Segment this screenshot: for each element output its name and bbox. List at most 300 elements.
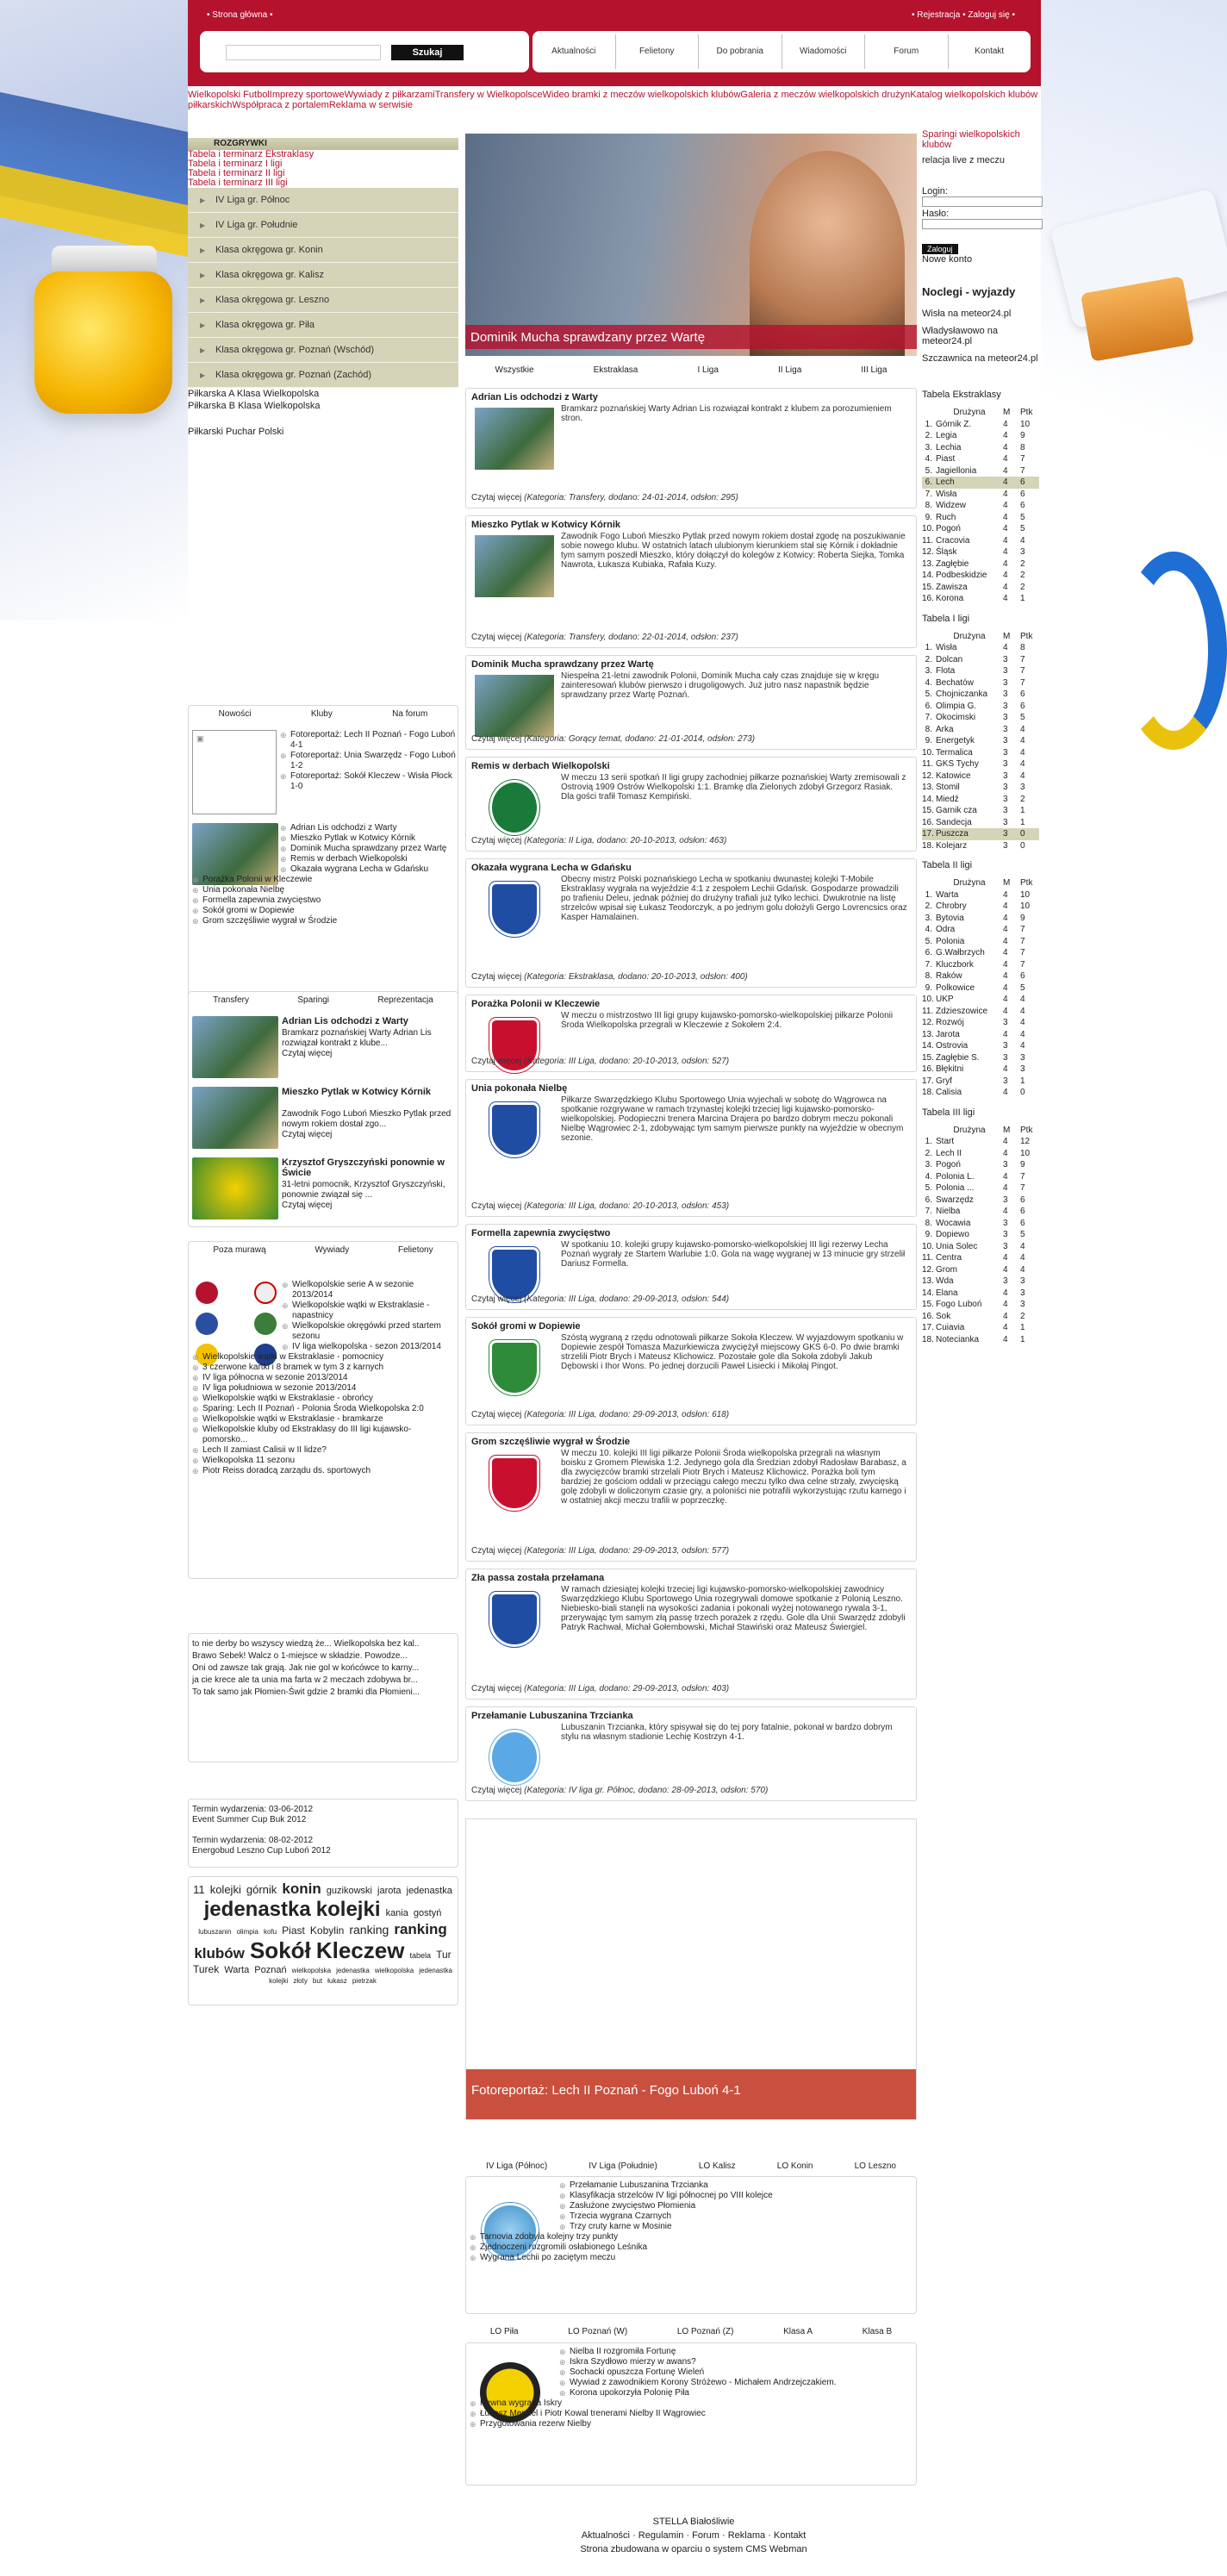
forum-item[interactable]: Brawo Sebek! Walcz o 1-miejsce w składzie. Powodze... <box>192 1651 408 1661</box>
league-link[interactable]: Piłkarska A Klasa Wielkopolska <box>188 389 320 399</box>
article-footer <box>471 1786 768 1795</box>
sub-links <box>188 90 1041 110</box>
list-item[interactable]: ⊕ IV liga południowa w sezonie 2013/2014 <box>190 1383 456 1394</box>
matches: 3 <box>1003 689 1008 699</box>
team-name: Energetyk <box>936 736 975 745</box>
tab[interactable]: Nowości <box>218 709 252 719</box>
transfer-title[interactable]: Mieszko Pytlak w Kotwicy Kórnik <box>282 1087 431 1097</box>
table-row[interactable] <box>922 1206 1039 1218</box>
transfer-item <box>192 1087 456 1156</box>
table-row[interactable] <box>922 558 1039 571</box>
list-item[interactable]: ⊕ Trzecia wygrana Czarnych <box>557 2211 914 2222</box>
table-row[interactable] <box>922 712 1039 724</box>
table-row[interactable] <box>922 1017 1039 1029</box>
footer-link[interactable]: Forum <box>692 2530 719 2541</box>
list-item[interactable]: ⊕ Formella zapewnia zwycięstwo <box>190 895 456 906</box>
list-item[interactable]: ⊕ Wielkopolskie serie A w sezonie 2013/2014 <box>280 1280 456 1300</box>
list-item[interactable]: ⊕ IV liga północna w sezonie 2013/2014 <box>190 1373 456 1383</box>
tab[interactable]: Wszystkie <box>495 365 534 375</box>
nav-item[interactable]: Do pobrania <box>699 34 782 69</box>
list-item[interactable]: ⊕ Tarnovia zdobyła kolejny trzy punkty <box>468 2232 914 2242</box>
table-row[interactable] <box>922 442 1039 454</box>
tag-link[interactable]: gostyń <box>413 1907 442 1918</box>
forum-item[interactable]: Oni od zawsze tak grają. Jak nie gol w końcówce to karny... <box>192 1663 420 1673</box>
event-line[interactable]: Energobud Leszno Cup Luboń 2012 <box>192 1846 331 1856</box>
table-row[interactable] <box>922 1299 1039 1311</box>
league-item[interactable]: ▶ Klasa okręgowa gr. Kalisz <box>188 263 458 288</box>
club-crest <box>489 1102 539 1157</box>
article-title[interactable]: Remis w derbach Wielkopolski <box>471 761 610 771</box>
table-row[interactable] <box>922 924 1039 936</box>
sub-link[interactable]: Transfery w Wielkopolsce <box>434 90 543 100</box>
sub-link[interactable]: Katalog wielkopolskich klubów piłkarskich <box>188 90 1038 110</box>
tag-link[interactable]: kania <box>385 1907 408 1918</box>
list-item[interactable]: ⊕ Unia pokonała Nielbę <box>190 885 456 895</box>
list-item[interactable]: ⊕ Przełamanie Lubuszanina Trzcianka <box>557 2180 914 2191</box>
list-item[interactable]: ⊕ Fotoreportaż: Lech II Poznań - Fogo Luboń 4-1 <box>278 730 456 751</box>
table-row[interactable] <box>922 593 1039 605</box>
tab[interactable]: LO Konin <box>776 2161 813 2171</box>
tag-link[interactable]: kolejki <box>315 1897 381 1921</box>
tag-link[interactable]: Kobylin <box>309 1924 345 1937</box>
list-item[interactable]: ⊕ Fotoreportaż: Sokół Kleczew - Wisła Płock 1-0 <box>278 771 456 792</box>
tag-link[interactable]: but <box>312 1977 323 1986</box>
list-item[interactable]: ⊕ Dominik Mucha sprawdzany przez Wartę <box>278 844 456 854</box>
read-more-link[interactable]: Czytaj więcej <box>471 836 522 845</box>
article-title[interactable]: Unia pokonała Nielbę <box>471 1083 568 1094</box>
rank: 7. <box>925 959 932 970</box>
table-row[interactable] <box>922 782 1039 794</box>
tag-link[interactable]: Piast <box>282 1924 305 1937</box>
table-row[interactable] <box>922 982 1039 995</box>
table-row[interactable] <box>922 1311 1039 1323</box>
tab[interactable]: Reprezentacja <box>377 995 433 1005</box>
read-more-link[interactable]: Czytaj więcej <box>471 493 522 502</box>
league-item[interactable]: ▶ Klasa okręgowa gr. Poznań (Zachód) <box>188 363 458 388</box>
search-button[interactable]: Szukaj <box>391 45 464 60</box>
list-item[interactable]: ⊕ Łukasz Mendel i Piotr Kowal trenerami Nielby II Wągrowiec <box>468 2409 914 2419</box>
transfer-item <box>192 1157 456 1226</box>
table-row[interactable] <box>922 817 1039 829</box>
password-input[interactable] <box>922 219 1043 229</box>
tag-link[interactable]: Turek <box>193 1962 220 1975</box>
tab[interactable]: LO Poznań (W) <box>568 2327 628 2336</box>
read-more-link[interactable]: Czytaj więcej <box>471 1546 522 1556</box>
sub-link[interactable]: Imprezy sportowe <box>269 90 345 100</box>
list-item[interactable]: ⊕ Piotr Reiss doradcą zarządu ds. sportowych <box>190 1466 456 1476</box>
table-row[interactable] <box>922 1264 1039 1276</box>
article-footer <box>471 1684 729 1693</box>
points: 5 <box>1020 512 1025 522</box>
tab[interactable]: Sparingi <box>297 995 330 1005</box>
nav-item[interactable]: Forum <box>865 34 949 69</box>
read-more-link[interactable]: Czytaj więcej <box>282 1201 333 1210</box>
tag-link[interactable]: kolejki <box>209 1883 241 1896</box>
table-row[interactable] <box>922 500 1039 512</box>
league-link[interactable]: Piłkarska B Klasa Wielkopolska <box>188 401 321 411</box>
table-row[interactable] <box>922 1076 1039 1088</box>
list-item[interactable]: ⊕ Remis w derbach Wielkopolski <box>278 854 456 864</box>
table-row[interactable] <box>922 465 1039 477</box>
list-item[interactable]: ⊕ Pewna wygrana Iskry <box>468 2398 914 2409</box>
read-more-link[interactable]: Czytaj więcej <box>471 1410 522 1419</box>
league-item[interactable]: ▶ IV Liga gr. Południe <box>188 213 458 238</box>
list-item[interactable]: ⊕ Sochacki opuszcza Fortunę Wieleń <box>557 2367 914 2378</box>
tag-link[interactable]: Sokół <box>249 1937 311 1963</box>
article-title[interactable]: Przełamanie Lubuszanina Trzcianka <box>471 1711 633 1721</box>
meteor-link[interactable]: Szczawnica na meteor24.pl <box>922 353 1038 364</box>
sub-link[interactable]: Współpraca z portalem <box>232 100 329 110</box>
rank: 12. <box>922 770 934 781</box>
tab[interactable]: Na forum <box>392 709 428 719</box>
login-button[interactable]: Zaloguj <box>922 244 958 254</box>
new-account-link[interactable]: Nowe konto <box>922 254 973 265</box>
tag-link[interactable]: górnik <box>246 1883 277 1896</box>
tag-link[interactable]: konin <box>282 1881 321 1897</box>
article-title[interactable]: Okazała wygrana Lecha w Gdańsku <box>471 863 632 873</box>
article-title[interactable]: Mieszko Pytlak w Kotwicy Kórnik <box>471 520 620 530</box>
list-item[interactable]: ⊕ Wielkopolskie wątki w Ekstraklasie - pomocnicy <box>190 1352 456 1363</box>
hero-slider[interactable] <box>465 134 917 356</box>
footer-link[interactable]: Regulamin <box>638 2530 684 2541</box>
table-row[interactable] <box>922 419 1039 431</box>
list-item[interactable]: ⊕ Wielkopolskie wątki w Ekstraklasie - obrońcy <box>190 1394 456 1404</box>
login-input[interactable] <box>922 196 1043 207</box>
league-table <box>922 1125 1039 1346</box>
read-more-link[interactable]: Czytaj więcej <box>471 1786 522 1795</box>
nav-item[interactable]: Wiadomości <box>782 34 866 69</box>
league-item[interactable]: ▶ Klasa okręgowa gr. Poznań (Wschód) <box>188 338 458 363</box>
article-title[interactable]: Porażka Polonii w Kleczewie <box>471 999 601 1009</box>
table-row[interactable] <box>922 1148 1039 1160</box>
league-table-title[interactable]: Tabela I ligi <box>922 613 970 624</box>
tab[interactable]: IV Liga (Południe) <box>589 2161 657 2171</box>
table-row[interactable] <box>922 994 1039 1006</box>
table-row[interactable] <box>922 840 1039 852</box>
league-link[interactable]: Piłkarski Puchar Polski <box>188 427 284 437</box>
table-row[interactable] <box>922 642 1039 654</box>
meteor-link[interactable]: Wisła na meteor24.pl <box>922 309 1012 319</box>
tag-link[interactable]: wielkopolska <box>291 1966 332 1974</box>
rank: 18. <box>922 1334 934 1344</box>
matches: 4 <box>1003 982 1008 993</box>
forum-item[interactable]: to nie derby bo wszyscy wiedzą że... Wielkopolska bez kal.. <box>192 1639 420 1649</box>
rank: 2. <box>925 654 932 664</box>
sparing-link[interactable]: Sparingi wielkopolskich klubów <box>922 129 1020 150</box>
list-item[interactable]: ⊕ Wywiad z zawodnikiem Korony Stróżewo - Michałem Andrzejczakiem. <box>557 2378 914 2388</box>
event-line[interactable]: Event Summer Cup Buk 2012 <box>192 1815 307 1824</box>
table-row[interactable] <box>922 747 1039 759</box>
table-row[interactable] <box>922 901 1039 913</box>
list-item[interactable]: ⊕ Porażka Polonii w Kleczewie <box>190 875 456 885</box>
register-link[interactable]: Rejestracja <box>917 10 961 20</box>
league-table-title[interactable]: Tabela III ligi <box>922 1107 975 1118</box>
article-title[interactable]: Sokół gromi w Dopiewie <box>471 1321 581 1332</box>
table-row[interactable] <box>922 735 1039 747</box>
list-item[interactable]: ⊕ Zasłużone zwycięstwo Płomienia <box>557 2201 914 2211</box>
league-item[interactable]: ▶ IV Liga gr. Północ <box>188 188 458 213</box>
table-row[interactable] <box>922 758 1039 770</box>
sub-link[interactable]: Reklama w serwisie <box>328 100 414 110</box>
tab[interactable]: III Liga <box>861 365 888 375</box>
list-item[interactable]: ⊕ Sparing: Lech II Poznań - Polonia Środa Wielkopolska 2:0 <box>190 1404 456 1414</box>
fotoreportaz-box[interactable] <box>465 1818 917 2120</box>
table-row[interactable] <box>922 1276 1039 1288</box>
matches: 4 <box>1003 594 1008 603</box>
list-item[interactable]: ⊕ Grom szczęśliwie wygrał w Środzie <box>190 916 456 926</box>
list-item[interactable]: ⊕ Wielkopolskie kluby od Ekstraklasy do III ligi kujawsko-pomorsko... <box>190 1425 456 1445</box>
table-row[interactable] <box>922 1252 1039 1264</box>
list-item[interactable]: ⊕ Wielkopolskie wątki w Ekstraklasie - napastnicy <box>280 1300 456 1321</box>
article-title[interactable]: Grom szczęśliwie wygrał w Środzie <box>471 1437 631 1447</box>
read-more-link[interactable]: Czytaj więcej <box>471 1294 522 1304</box>
team-name: Zdzieszowice <box>936 1006 988 1016</box>
tag-link[interactable]: łukasz <box>327 1977 347 1986</box>
table-row[interactable] <box>922 1322 1039 1334</box>
tag-link[interactable]: złoty <box>293 1977 308 1986</box>
list-item[interactable]: ⊕ Wielkopolskie okręgówki przed startem sezonu <box>280 1321 456 1342</box>
table-row[interactable] <box>922 1159 1039 1171</box>
search-input[interactable] <box>226 45 381 60</box>
table-row[interactable] <box>922 970 1039 982</box>
login-link[interactable]: Zaloguj się <box>968 10 1010 20</box>
table-row[interactable] <box>922 477 1039 489</box>
tag-link[interactable]: Kleczew <box>315 1937 405 1963</box>
table-row[interactable] <box>922 889 1039 901</box>
list-item[interactable]: ⊕ Nielba II rozgromiła Fortunę <box>557 2347 914 2357</box>
tab[interactable]: Wywiady <box>315 1245 350 1255</box>
tab[interactable]: Kluby <box>310 709 333 719</box>
table-row[interactable] <box>922 1006 1039 1018</box>
list-item[interactable]: ⊕ Fotoreportaż: Unia Swarzędz - Fogo Luboń 1-2 <box>278 751 456 771</box>
forum-item[interactable]: ja cie krece ale ta unia ma farta w 2 meczach zdobywa br... <box>192 1675 418 1685</box>
table-row[interactable] <box>922 512 1039 524</box>
tag-link[interactable]: Tur <box>436 1948 452 1961</box>
tag-link[interactable]: jedenastka <box>419 1966 452 1974</box>
table-row[interactable] <box>922 654 1039 666</box>
tag-link[interactable]: Poznań <box>254 1964 287 1975</box>
list-item[interactable]: ⊕ Wygrana Lechii po zaciętym meczu <box>468 2253 914 2263</box>
list-item[interactable]: ⊕ Korona upokorzyła Polonię Piła <box>557 2388 914 2398</box>
table-row[interactable] <box>922 570 1039 582</box>
tab[interactable]: LO Kalisz <box>698 2161 736 2171</box>
points: 2 <box>1020 558 1025 569</box>
rank: 17. <box>922 1076 934 1086</box>
table-link[interactable]: Tabela i terminarz Ekstraklasy <box>188 149 315 159</box>
article-title[interactable]: Formella zapewnia zwycięstwo <box>471 1228 611 1238</box>
table-row[interactable] <box>922 665 1039 677</box>
article-title[interactable]: Zła passa została przełamana <box>471 1573 605 1583</box>
footer-link[interactable]: Reklama <box>727 2530 766 2541</box>
table-row[interactable] <box>922 489 1039 501</box>
table-link[interactable]: Tabela i terminarz II ligi <box>188 168 285 178</box>
home-link[interactable]: • Strona główna • <box>207 10 273 20</box>
table-row[interactable] <box>922 1241 1039 1253</box>
footer-link[interactable]: Kontakt <box>773 2530 807 2541</box>
table-row[interactable] <box>922 523 1039 535</box>
league-table-title[interactable]: Tabela Ekstraklasy <box>922 390 1001 400</box>
table-link[interactable]: Tabela i terminarz I ligi <box>188 159 283 169</box>
sub-link[interactable]: Galeria z meczów wielkopolskich drużyn <box>740 90 911 100</box>
list-item[interactable]: ⊕ Wielkopolskie wątki w Ekstraklasie - bramkarze <box>190 1414 456 1425</box>
table-row[interactable] <box>922 947 1039 959</box>
forum-item[interactable]: To tak samo jak Płomien-Świt gdzie 2 bramki dla Płomieni... <box>192 1687 420 1697</box>
list-item[interactable]: ⊕ Zjednoczeni rozgromili osłabionego Leśnika <box>468 2242 914 2253</box>
table-row[interactable] <box>922 936 1039 948</box>
table-row[interactable] <box>922 724 1039 736</box>
table-row[interactable] <box>922 1171 1039 1183</box>
table-row[interactable] <box>922 1194 1039 1207</box>
tab[interactable]: II Liga <box>778 365 802 375</box>
tag-link[interactable]: klubów <box>194 1944 245 1962</box>
tab[interactable]: Poza murawą <box>213 1245 266 1255</box>
rank: 18. <box>922 1088 934 1097</box>
article-desc: Zawodnik Fogo Luboń Mieszko Pytlak przed nowym rokiem dostał zgodę na poszukiwanie sobie nowego klubu. W ostatnich latach ulubionym kierunkiem stał się Kórnik i dokładnie tym samym poszedł Mieszko, który dołączył do kolegów z Kotwicy: Roberta Siejka, Tomka Nawrota, Łukasza Kubiaka, Rafała Kuzy. <box>561 532 906 570</box>
tab[interactable]: Klasa B <box>862 2327 893 2336</box>
league-item[interactable]: ▶ Klasa okręgowa gr. Piła <box>188 313 458 338</box>
news-box <box>188 705 458 1011</box>
list-item[interactable]: ⊕ Lech II zamiast Calisii w II lidze? <box>190 1445 456 1456</box>
read-more-link[interactable]: Czytaj więcej <box>471 633 522 642</box>
sub-link[interactable]: Wielkopolski Futbol <box>188 90 270 100</box>
footer-link[interactable]: Aktualności <box>581 2530 631 2541</box>
hero-caption[interactable]: Dominik Mucha sprawdzany przez Wartę <box>470 330 706 345</box>
table-row[interactable] <box>922 1136 1039 1148</box>
tag-link[interactable]: olimpia <box>236 1928 258 1937</box>
table-row[interactable] <box>922 1063 1039 1076</box>
table-row[interactable] <box>922 453 1039 465</box>
table-row[interactable] <box>922 535 1039 547</box>
table-row[interactable] <box>922 677 1039 689</box>
table-row[interactable] <box>922 1218 1039 1230</box>
tag-link[interactable]: ranking <box>349 1923 389 1937</box>
tab[interactable]: IV Liga (Północ) <box>486 2161 548 2171</box>
read-more-link[interactable]: Czytaj więcej <box>471 1201 522 1211</box>
tag-link[interactable]: lubuszanin <box>198 1928 232 1937</box>
meteor-link[interactable]: Władysławowo na meteor24.pl <box>922 326 999 346</box>
table-row[interactable] <box>922 701 1039 713</box>
table-row[interactable] <box>922 1229 1039 1241</box>
article-card <box>465 1706 917 1801</box>
table-header-cell: Ptk <box>1020 631 1033 641</box>
tab[interactable]: LO Leszno <box>854 2161 896 2171</box>
table-row[interactable] <box>922 1029 1039 1041</box>
list-item[interactable]: ⊕ Sokół gromi w Dopiewie <box>190 906 456 916</box>
tag-link[interactable]: tabela <box>409 1950 432 1960</box>
tag-link[interactable]: jedenastka <box>406 1886 452 1896</box>
nav-item[interactable]: Aktualności <box>533 34 616 69</box>
read-more-link[interactable]: Czytaj więcej <box>282 1049 333 1058</box>
matches: 3 <box>1003 806 1008 815</box>
league-table-title[interactable]: Tabela II ligi <box>922 860 973 870</box>
table-row[interactable] <box>922 794 1039 806</box>
league-item[interactable]: ▶ Klasa okręgowa gr. Konin <box>188 238 458 263</box>
table-row[interactable] <box>922 770 1039 783</box>
read-more-link[interactable]: Czytaj więcej <box>471 972 522 982</box>
league-item[interactable]: ▶ Klasa okręgowa gr. Leszno <box>188 288 458 313</box>
list-item[interactable]: ⊕ Iskra Szydłowo mierzy w awans? <box>557 2357 914 2367</box>
fotoreportaz-caption[interactable]: Fotoreportaż: Lech II Poznań - Fogo Luboń 4-1 <box>471 2083 741 2098</box>
nav-item[interactable]: Kontakt <box>975 47 1005 56</box>
list-item[interactable]: ⊕ Wielkopolska 11 sezonu <box>190 1456 456 1466</box>
read-more-link[interactable]: Czytaj więcej <box>471 1057 522 1066</box>
team-name: Puszcza <box>936 829 969 839</box>
table-row[interactable] <box>922 430 1039 442</box>
read-more-link[interactable]: Czytaj więcej <box>282 1130 333 1139</box>
table-row[interactable] <box>922 805 1039 817</box>
team-name: Arka <box>936 724 954 734</box>
tag-link[interactable]: pietrzak <box>352 1977 377 1986</box>
list-item[interactable]: ⊕ Trzy cruty karne w Mosinie <box>557 2222 914 2232</box>
league-table <box>922 631 1039 852</box>
table-header-cell: Drużyna <box>953 408 986 417</box>
table-row[interactable] <box>922 1052 1039 1064</box>
nav-item[interactable]: Felietony <box>616 34 700 69</box>
list-item[interactable]: ⊕ 3 czerwone kartki i 8 bramek w tym 3 z karnych <box>190 1363 456 1373</box>
points: 6 <box>1020 489 1025 499</box>
list-item[interactable]: ⊕ Okazała wygrana Lecha w Gdańsku <box>278 864 456 875</box>
tag-link[interactable]: jedenastka <box>336 1966 370 1974</box>
table-link[interactable]: Tabela i terminarz III ligi <box>188 178 288 188</box>
transfer-title[interactable]: Adrian Lis odchodzi z Warty <box>282 1016 408 1026</box>
tag-link[interactable]: wielkopolska <box>374 1966 414 1974</box>
tab[interactable]: Ekstraklasa <box>593 365 638 375</box>
table-row[interactable] <box>922 828 1039 840</box>
table-row[interactable] <box>922 582 1039 594</box>
matches: 3 <box>1003 1230 1008 1239</box>
list-item[interactable]: ⊕ Klasyfikacja strzelców IV ligi północnej po VIII kolejce <box>557 2191 914 2201</box>
table-row[interactable] <box>922 1087 1039 1099</box>
tag-link[interactable]: ranking <box>394 1921 447 1938</box>
article-title[interactable]: Dominik Mucha sprawdzany przez Wartę <box>471 659 654 670</box>
tab[interactable]: LO Piła <box>489 2327 519 2336</box>
table-row[interactable] <box>922 1182 1039 1194</box>
list-item[interactable]: ⊕ Przygotowania rezerw Nielby <box>468 2419 914 2429</box>
table-row[interactable] <box>922 959 1039 971</box>
league-table <box>922 407 1039 605</box>
table-row[interactable] <box>922 689 1039 701</box>
tag-link[interactable]: jedenastka <box>203 1897 311 1921</box>
table-row[interactable] <box>922 546 1039 558</box>
list-item[interactable]: ⊕ Mieszko Pytlak w Kotwicy Kórnik <box>278 833 456 844</box>
tag-link[interactable]: guzikowski <box>326 1886 372 1896</box>
table-row[interactable] <box>922 913 1039 925</box>
tab[interactable]: Klasa A <box>783 2327 813 2336</box>
list-item[interactable]: ⊕ Adrian Lis odchodzi z Warty <box>278 823 456 833</box>
tab[interactable]: LO Poznań (Z) <box>676 2327 734 2336</box>
tab[interactable]: I Liga <box>697 365 719 375</box>
table-row[interactable] <box>922 1040 1039 1052</box>
tag-link[interactable]: jarota <box>377 1886 402 1896</box>
tag-link[interactable]: kolejki <box>269 1977 289 1986</box>
article-title[interactable]: Adrian Lis odchodzi z Warty <box>471 392 598 402</box>
table-row[interactable] <box>922 1334 1039 1346</box>
points: 0 <box>1020 840 1025 851</box>
sub-link[interactable]: Wywiady z piłkarzami <box>344 90 435 100</box>
sub-link[interactable]: Wideo bramki z meczów wielkopolskich klubów <box>542 90 741 100</box>
table-row[interactable] <box>922 1288 1039 1300</box>
tab[interactable]: Felietony <box>398 1245 433 1255</box>
transfer-title[interactable]: Krzysztof Gryszczyński ponownie w Świcie <box>282 1157 445 1178</box>
matches: 3 <box>1003 794 1008 804</box>
tag-link[interactable]: Warta <box>224 1964 250 1975</box>
tag-link[interactable]: 11 <box>193 1883 205 1896</box>
read-more-link[interactable]: Czytaj więcej <box>471 1684 522 1693</box>
read-more-link[interactable]: Czytaj więcej <box>471 734 522 744</box>
tab[interactable]: Transfery <box>213 995 250 1005</box>
list-item[interactable]: ⊕ IV liga wielkopolska - sezon 2013/2014 <box>280 1342 456 1352</box>
tag-link[interactable]: kofu <box>263 1928 277 1937</box>
